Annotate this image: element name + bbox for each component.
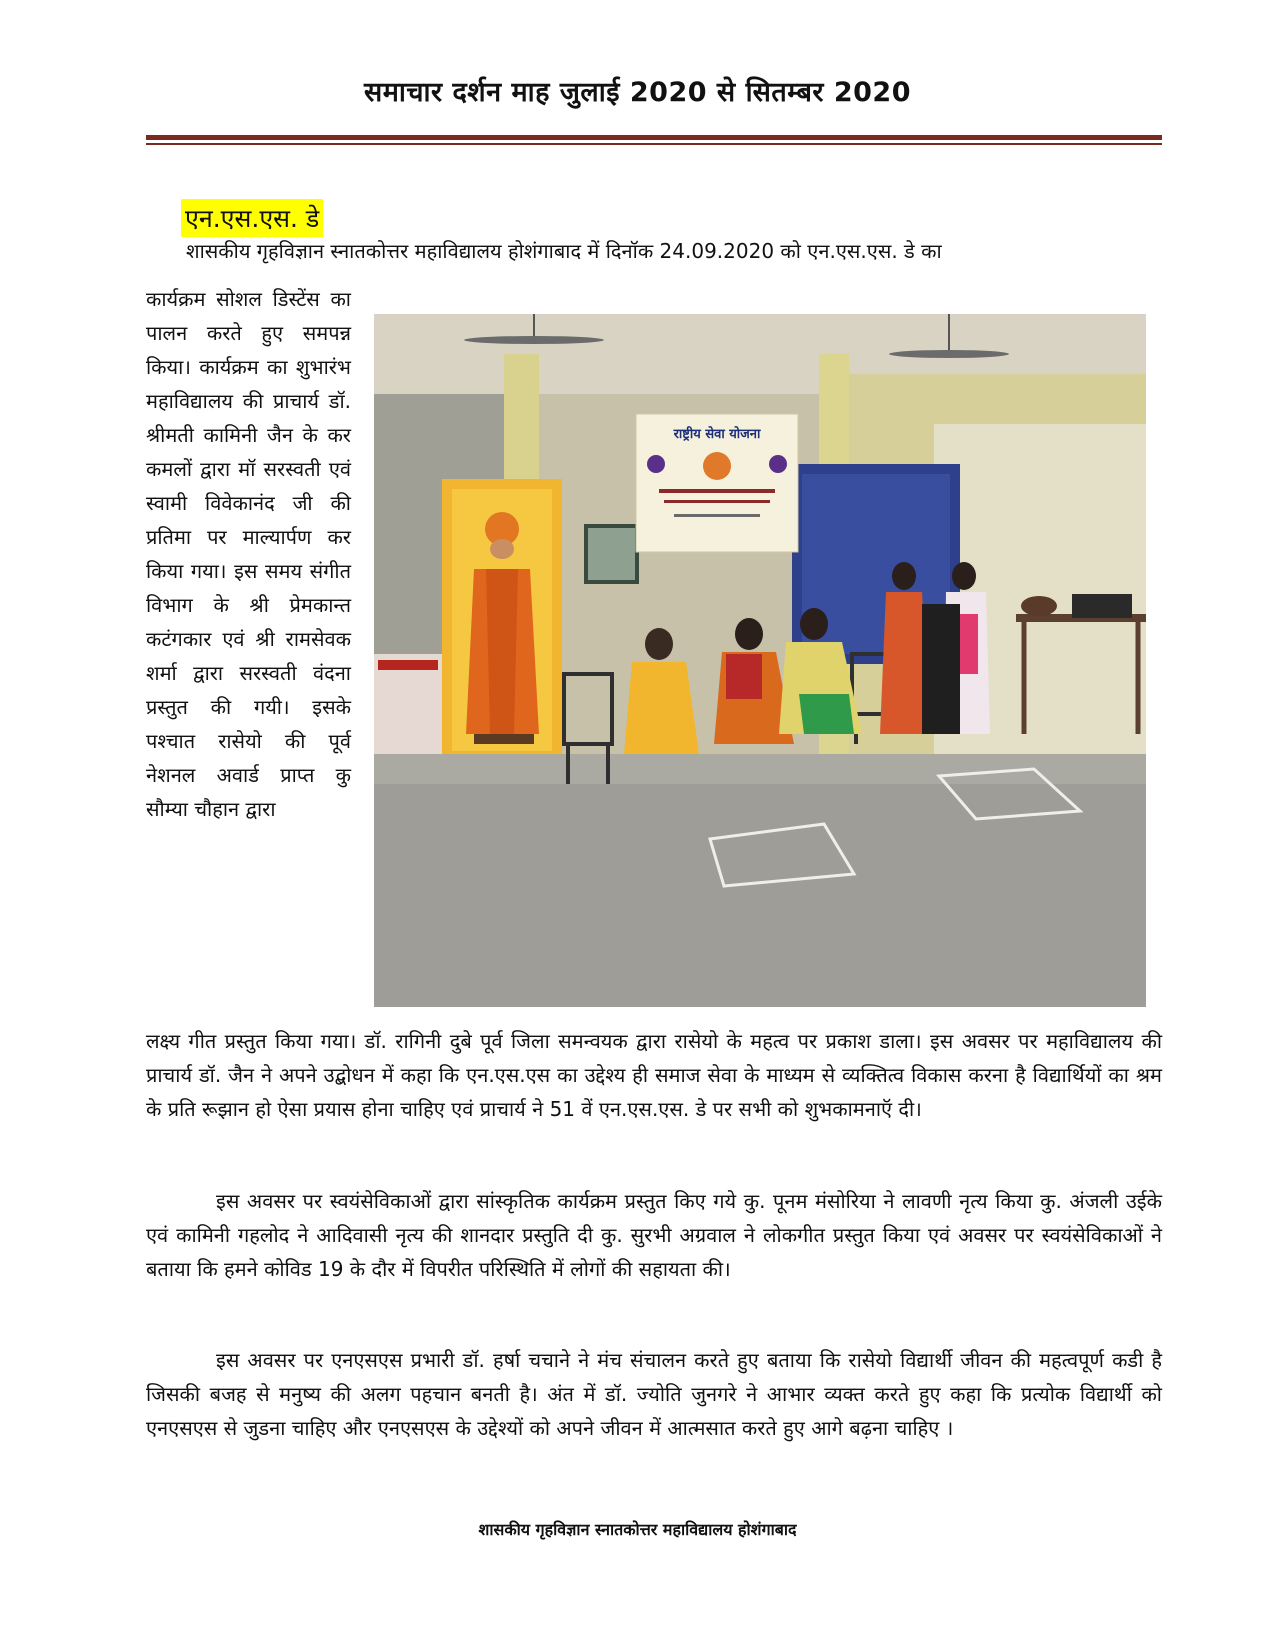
newsletter-title: समाचार दर्शन माह जुलाई 2020 से सितम्बर 2020: [363, 77, 912, 108]
header-rule-thin: [146, 143, 1162, 145]
banner-title: राष्ट्रीय सेवा योजना: [673, 427, 761, 442]
paragraph-1-continuation: लक्ष्य गीत प्रस्तुत किया गया। डॉ. रागिनी दुबे पूर्व जिला समन्वयक द्वारा रासेयो के महत्व पर प्रकाश डाला। इस अवसर पर महाविद्यालय की प्राचार्य डॉ. जैन ने अपने उद्बोधन में कहा कि एन.एस.एस का उद्देश्य ही समाज सेवा के माध्यम से व्यक्तित्व विकास करना है विद्यार्थियों का श्रम के प्रति रूझान हो ऐसा प्रयास होना चाहिए एवं प्राचार्य ने 51 वें एन.एस.एस. डे पर सभी को शुभकामनाऍ दी।: [146, 1029, 1162, 1121]
header-rule-thick: [146, 135, 1162, 140]
paragraph-2: इस अवसर पर स्वयंसेविकाओं द्वारा सांस्कृतिक कार्यक्रम प्रस्तुत किए गये कु. पूनम मंसोरिया ने लावणी नृत्य किया कु. अंजली उईके एवं कामिनी गहलोद ने आदिवासी नृत्य की शानदार प्रस्तुति दी कु. सुरभी अग्रवाल ने लोकगीत प्रस्तुत किया एवं अवसर पर स्वयंसेविकाओं ने बताया कि हमने कोविड 19 के दौर में विपरीत परिस्थिति में लोगों की सहायता की।: [146, 1189, 1162, 1281]
event-photo: [374, 314, 1146, 1007]
paragraph-3: इस अवसर पर एनएसएस प्रभारी डॉ. हर्षा चचाने ने मंच संचालन करते हुए बताया कि रासेयो विद्यार्थी जीवन की महत्वपूर्ण कडी है जिसकी बजह से मनुष्य की अलग पहचान बनती है। अंत में डॉ. ज्योति जुनगरे ने आभार व्यक्त करते हुए कहा कि प्रत्योक विद्यार्थी को एनएसएस से जुडना चाहिए और एनएसएस के उद्देश्यों को अपने जीवन में आत्मसात करते हुए आगे बढ़ना चाहिए ।: [146, 1348, 1162, 1440]
section-heading: एन.एस.एस. डे: [181, 199, 323, 237]
footer-college-name: शासकीय गृहविज्ञान स्नातकोत्तर महाविद्यालय होशंगाबाद: [478, 1520, 797, 1539]
paragraph-1-first-line: शासकीय गृहविज्ञान स्नातकोत्तर महाविद्यालय होशंगाबाद में दिनॉक 24.09.2020 को एन.एस.एस. डे का: [186, 239, 942, 263]
paragraph-1-side-column: कार्यक्रम सोशल डिस्टेंस का पालन करते हुए समपन्न किया। कार्यक्रम का शुभारंभ महाविद्यालय की प्राचार्य डॉ. श्रीमती कामिनी जैन के कर कमलों द्वारा मॉ सरस्वती एवं स्वामी विवेकानंद जी की प्रतिमा पर माल्यार्पण कर किया गया। इस समय संगीत विभाग के श्री प्रेमकान्त कटंगकार एवं श्री रामसेवक शर्मा द्वारा सरस्वती वंदना प्रस्तुत की गयी। इसके पश्चात रासेयो की पूर्व नेशनल अवार्ड प्राप्त कु सौम्या चौहान द्वारा: [146, 287, 351, 821]
